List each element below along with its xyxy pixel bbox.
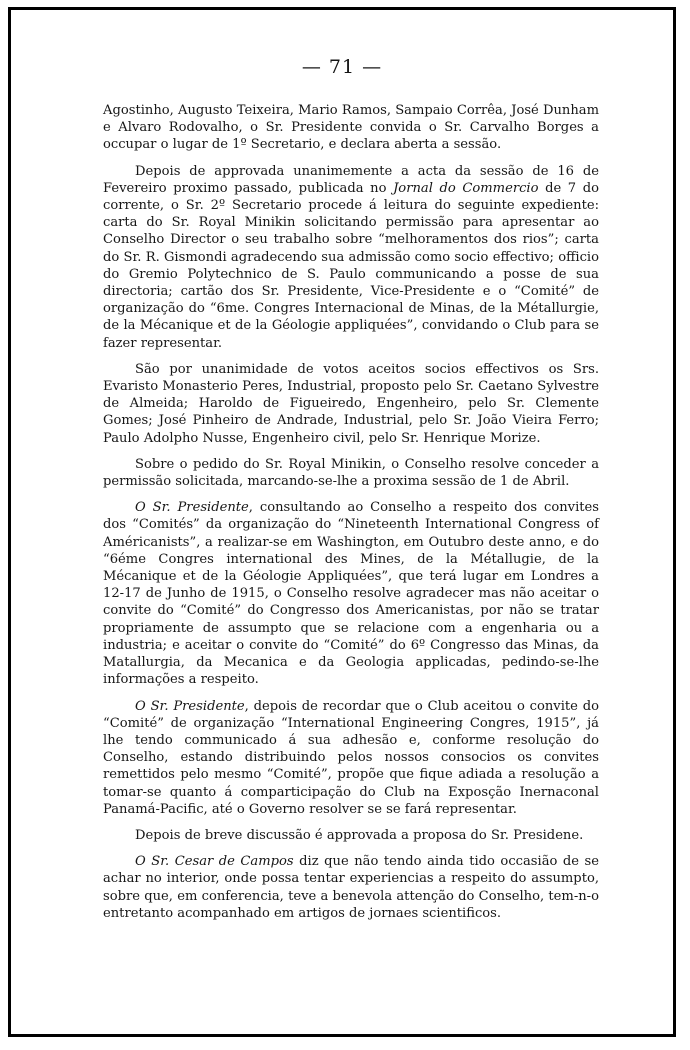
text-run: Depois de approvada unanimemente a acta da sessão de 16 de Fevereiro proximo passado, publicada no [103, 163, 599, 196]
paragraph-minutes-approval [103, 163, 599, 352]
speaker-name: O Sr. Cesar de Campos [135, 854, 294, 870]
page-number: — 71 — [301, 56, 383, 78]
paragraph-cesar-de-campos [103, 853, 599, 922]
text-run: diz que não tendo ainda tido occasião de se achar no interior, onde possa tentar experiencias a respeito do assumpto, sobre que, em conferencia, teve a benevola attenção do Conselho, tem-n-o entretanto acompanhado em artigos de jornaes scientificos. [103, 854, 600, 921]
text-run: , depois de recordar que o Club aceitou o convite do “Comité” de organização “International Engineering Congres, 1915”, já lhe tendo communicado á sua adhesão e, conforme resolução do Conselho, estando distribuindo pelos nossos consocios os convites remettidos pelo mesmo “Comité”, propõe que fique adiada a resolução a tomar-se quanto á comparticipação do Club na Exposção Inernaconal Panamá-Pacific, até o Governo resolver se se fará representar. [103, 698, 599, 817]
speaker-name: O Sr. Presidente [135, 500, 249, 516]
paragraph-proposal-approved: Depois de breve discussão é approvada a proposa do Sr. Presidene. [135, 827, 584, 843]
page-frame [8, 7, 676, 1037]
speaker-name: O Sr. Presidente [135, 698, 245, 714]
paragraph-attendees: Agostinho, Augusto Teixeira, Mario Ramos, Sampaio Corrêa, José Dunham e Alvaro Rodovalho, o Sr. Presidente convida o Sr. Carvalho Borges a occupar o lugar de 1º Secretario, e declara aberta a sessão. [103, 103, 599, 153]
paragraph-engineering-congress [103, 698, 599, 818]
text-run: , consultando ao Conselho a respeito dos convites dos “Comités” da organização do “Nineteenth International Congress of Américanists”, a realizar-se em Washington, em Outubro deste anno, e do “6éme Congres international des Mines, de la Métallugie, de la Mécanique et de la Géologie Appliquées”, que terá lugar em Londres a 12-17 de Junho de 1915, o Conselho resolve agradecer mas não aceitar o convite do “Comité” do Congresso dos Americanistas, por não se tratar propriamente de assumpto que se relacione com a engenharia ou a industria; e aceitar o convite do “Comité” do 6º Congresso das Minas, da Matallurgia, da Mecanica e da Geologia applicadas, pedindo-se-lhe informações a respeito. [103, 500, 599, 688]
paragraph-minikin-request: Sobre o pedido do Sr. Royal Minikin, o Conselho resolve conceder a permissão solicitada, marcando-se-lhe a proxima sessão de 1 de Abril. [103, 456, 599, 490]
document-body [103, 102, 599, 931]
paragraph-congress-invitations [103, 499, 599, 688]
paragraph-new-members: São por unanimidade de votos aceitos socios effectivos os Srs. Evaristo Monasterio Peres, Industrial, proposto pelo Sr. Caetano Sylvestre de Almeida; Haroldo de Figueiredo, Engenheiro, pelo Sr. Clemente Gomes; José Pinheiro de Andrade, Industrial, pelo Sr. João Vieira Ferro; Paulo Adolpho Nusse, Engenheiro civil, pelo Sr. Henrique Morize. [103, 361, 599, 446]
text-run: de 7 do corrente, o Sr. 2º Secretario procede á leitura do seguinte expediente: carta do Sr. Royal Minikin solicitando permissão para apresentar ao Conselho Director o seu trabalho sobre “melhoramentos dos rios”; carta do Sr. R. Gismondi agradecendo sua admissão como socio effectivo; officio do Gremio Polytechnico de S. Paulo communicando a posse de sua directoria; cartão dos Sr. Presidente, Vice-Presidente e o “Comité” de organização do “6me. Congres Internacional de Minas, de la Métallurgie, de la Mécanique et de la Géologie appliquées”, convidando o Club para se fazer representar. [103, 180, 599, 351]
newspaper-name: Jornal do Commercio [393, 180, 539, 196]
